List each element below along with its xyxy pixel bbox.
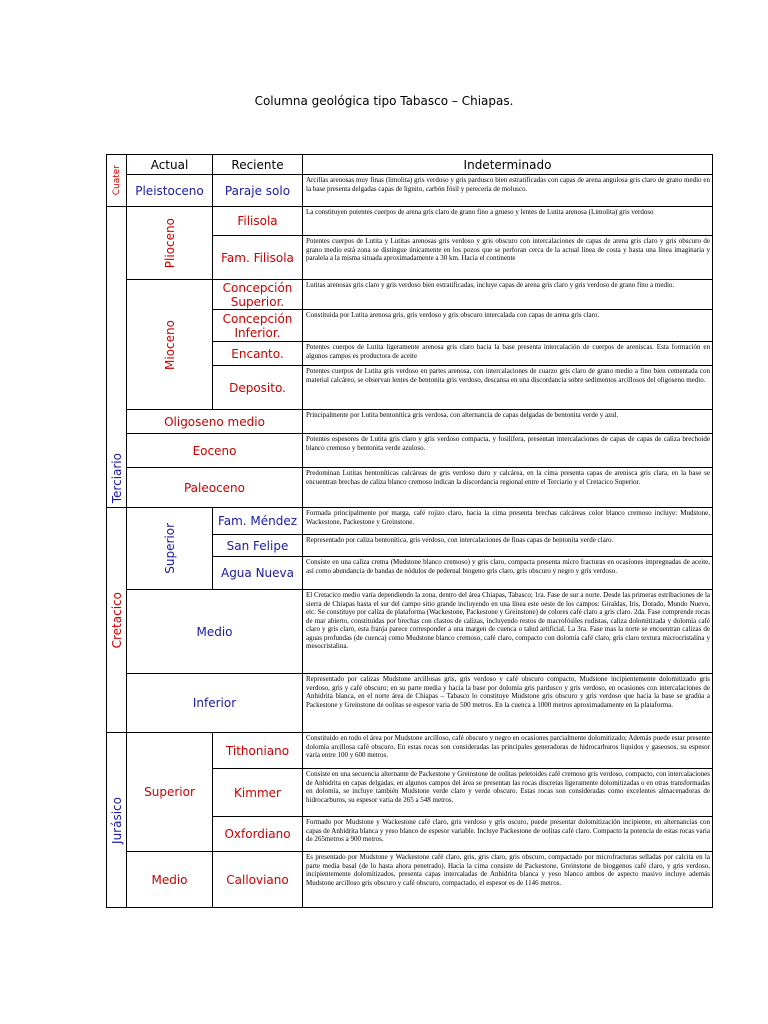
desc-san-felipe: Representado por caliza bentonítica, gris verdoso, con intercalaciones de finas capas de bentonita verde claro. [303,535,713,557]
unit-fam-filisola: Fam. Filisola [213,236,303,280]
desc-oxfordiano: Formado por Mudstone y Wackestone café claro, gris verdoso y gris oscuro, puede presentar dolomitización incipiente, en alternancias con capas de Anhidrita blanca y yeso blanco de espesor variable. Incluye Packestone de oolitas café claro. Compacto la potencia de estas rocas varia de 265metros a 900 metros. [303,817,713,852]
table-row [107,508,713,535]
era-terciario-label: Terciario [109,452,124,503]
epoch-superior-jurasico: Superior [127,733,213,852]
unit-kimmer: Kimmer [213,769,303,817]
header-indeterminado: Indeterminado [303,155,713,175]
era-jurasico-label: Jurásico [109,796,124,844]
unit-fam-mendez: Fam. Méndez [213,508,303,535]
unit-concepcion-inferior: Concepción Inferior. [213,310,303,342]
desc-filisola: La constituyen potentes cuerpos de arena gris claro de grano fino a grueso y lentes de Lutita arenosa (Limolita) gris verdoso [303,207,713,236]
unit-concepcion-superior: Concepción Superior. [213,280,303,310]
era-terciario-cell [107,207,127,508]
epoch-superior-cretacico-cell [127,508,213,590]
era-cuaternario-cell [107,155,127,207]
desc-concepcion-inferior: Constituida por Lutita arenosa gris, gris verdoso y gris obscuro intercalada con capas de arena gris claro. [303,310,713,342]
unit-tithoniano: Tithoniano [213,733,303,769]
era-jurasico-cell [107,733,127,908]
unit-oxfordiano: Oxfordiano [213,817,303,852]
era-cuaternario-label: Cuater [111,165,122,196]
desc-pleistoceno: Arcillas arenosas muy finas (limolita) gris verdoso y gris pardusco bien estratificadas con capas de arena angulosa gris claro de grano medio en la base presenta delgadas capas de lignito, carbón fósil y perecería de molusco. [303,175,713,207]
epoch-superior-cretacico-label: Superior [162,523,177,574]
desc-medio-cretacico: El Cretacico medio varía dependiendo la zona, dentro del área Chiapas, Tabasco; 1ra. Fase de sur a norte. Desde las primeras estribaciones de la sierra de Chiapas hasta el sur del campo sitio grande incluyendo en una línea este oeste de los campos: Giraldas, Iris, Dorado, Mundo Nuevo, etc. Se constituye por caliza de plataforma (Wackestone, Packestone y Greinstone) de colores café claro a gris claro. 2da. Fase comprende rocas de mar abierto, constituidas por brechas con clastos de calizas, incluyendo restos de macrofósiles rudistas, caliza dolomitizada y dolomía café claro y gris claro, esta franja parece corresponder a una margen de cuenca o talud artificial. La 3ra. Fase mas la norte se encuentran calizas de aguas profundas (de cuenca) como Mudstone blanco cremoso, café claro, compacto con dolomía café claro, gris claro textura microcristalina y mesocristalina. [303,590,713,674]
desc-concepcion-superior: Lutitas arenosas gris claro y gris verdoso bien estratificadas, incluye capas de arena gris claro y gris verdoso de grano fino a medio. [303,280,713,310]
table-row [107,674,713,733]
epoch-medio-jurasico: Medio [127,852,213,908]
unit-inferior-cretacico: Inferior [127,674,303,733]
desc-tithoniano: Constituido en todo el área por Mudstone arcilloso, café obscuro y negro en ocasiones parcialmente dolomitizado; Además puede estar presente dolomía arcillosa café obscuro. En estas rocas son consideradas las principales generadoras de hidrocarburos líquidos y gaseosos, su espesor varía entre 100 y 600 metros. [303,733,713,769]
table-row [107,175,713,207]
desc-calloviano: Es presentado por Mudstone y Wackestone café claro, gris, gris claro, gris obscuro, compactado por microfracturas selladas por calcita en la parte media basal (de lo hasta ahora penetrado). Hacia la cima consiste de Packestone, Greinstone de bioggenos café claro, y gris verdoso, incipientemente dolomitizados, presenta capas intercaladas de Anhidrita blanca y yeso blanco ambos de aspecto masivo incluye además Mudstone arcilloso gris obscuro y café obscuro, compactado, el espesor es de 1146 metros. [303,852,713,908]
unit-calloviano: Calloviano [213,852,303,908]
table-row [107,280,713,310]
table-row [107,434,713,468]
desc-oligoseno-medio: Principalmente por Lutita bentonítica gris verdosa, con alternancia de capas delgadas de bentonita verde y azul. [303,410,713,434]
unit-deposito: Deposito. [213,366,303,410]
unit-paleoceno: Paleoceno [127,468,303,508]
table-row [107,207,713,236]
desc-kimmer: Consiste en una secuencia alternante de Packestone y Greinstone de oolitas peletoides café cremoso gris verdoso, compacto, con intercalaciones de Anhidrita en capas delgadas, en algunos campos del área se presentan las rocas discretas ligeramente dolomitizadas o en otras transformadas en dolomía, se incluye también Mudstone verde claro y verde obscuro. Estas rocas son consideradas como excelentes almacenadoras de hidrocarburos, su espesor varia de 265 a 548 metros. [303,769,713,817]
desc-paleoceno: Predominan Lutitas bentoníticas calcáreas de gris verdoso duro y calcárea, en la cima presenta capas de arenisca gris clara, en la base se encuentran brechas de caliza blanco cremoso indican la discordancia regional entre el Terciario y el Cretacico Superior. [303,468,713,508]
unit-eoceno: Eoceno [127,434,303,468]
era-cretacico-label: Cretacico [109,591,124,649]
table-row [107,410,713,434]
era-cretacico-cell [107,508,127,733]
epoch-plioceno-cell [127,207,213,280]
desc-eoceno: Potentes espesores de Lutita gris claro y gris verdoso compacta, y fosilífera, presentan intercalaciones de capas de capas de caliza brechoide blanco cremoso y bentonita verde azuloso. [303,434,713,468]
desc-fam-filisola: Potentes cuerpos de Lutita y Lutitas arenosas gris verdoso y gris obscuro con intercalaciones de capas de arena gris claro y gris obscuro de grano medio está zona se distingue únicamente en los pozos que se perforan cerca de la actual línea de costa y hasta una línea imaginaria y paralela a la misma situada aproximadamente a 30 km. Hacia el continente [303,236,713,280]
table-row [107,468,713,508]
unit-paraje-solo: Paraje solo [213,175,303,207]
epoch-plioceno-label: Plioceno [162,217,177,269]
unit-oligoseno-medio: Oligoseno medio [127,410,303,434]
table-row [107,590,713,674]
desc-encanto: Potentes cuerpos de Lutita ligeramente arenosa gris claro hacia la base presenta intercalación de cuerpos de areniscas. Esta formación en algunos campos es productora de aceite [303,342,713,366]
geologic-column-table [106,154,713,908]
unit-encanto: Encanto. [213,342,303,366]
table-row [107,852,713,908]
desc-agua-nueva: Consiste en una caliza crema (Mudstone blanco cremoso) y gris claro, compacta presenta micro fracturas en ocasiones impregnadas de aceite, así como abundancia de bandas de nódulos de pedernal biogeno gris claro, gris obscuro y negro y gris verdoso. [303,557,713,590]
header-reciente: Reciente [213,155,303,175]
table-row [107,733,713,769]
unit-filisola: Filisola [213,207,303,236]
header-actual: Actual [127,155,213,175]
epoch-mioceno-label: Mioceno [162,319,177,370]
table-header-row [107,155,713,175]
page-title: Columna geológica tipo Tabasco – Chiapas. [254,94,514,108]
unit-medio-cretacico: Medio [127,590,303,674]
desc-inferior-cretacico: Representado por calizas Mudstone arcillosas gris, gris verdoso y café obscuro compacto, Mudstone incipientemente dolomitizado gris verdoso, gris y café obscuro; en su parte media y hacia la base por dolomía gris pardusco y gris verdoso, en ocasiones con intercalaciones de Anhidrita blanca, en el norte área de Chiapas – Tabasco lo constituye Mudstone gris obscuro y gris verdoso que hacia la base se gradúa a Packestone y Greinstone de oolitas se espesor varia de 500 metros. En la cuenca a 1000 metros aproximadamente en la plataforma. [303,674,713,733]
epoch-mioceno-cell [127,280,213,410]
unit-san-felipe: San Felipe [213,535,303,557]
unit-pleistoceno: Pleistoceno [127,175,213,207]
desc-fam-mendez: Formada principalmente por marga, café rojizo claro, hacia la cima presenta brechas calcáreas color blanco cremoso incluye: Mudstone, Wackestone, Packestone y Greinstone. [303,508,713,535]
unit-agua-nueva: Agua Nueva [213,557,303,590]
desc-deposito: Potentes cuerpos de Lutita gris verdoso en partes arenosa, con intercalaciones de cuarzo gris claro de grano medio a fino bien cementada con material calcáreo, se observan lentes de bentonita gris verdoso, descansa en una discordancia sobre sedimentos arcillosos del oligoseno medio. [303,366,713,410]
